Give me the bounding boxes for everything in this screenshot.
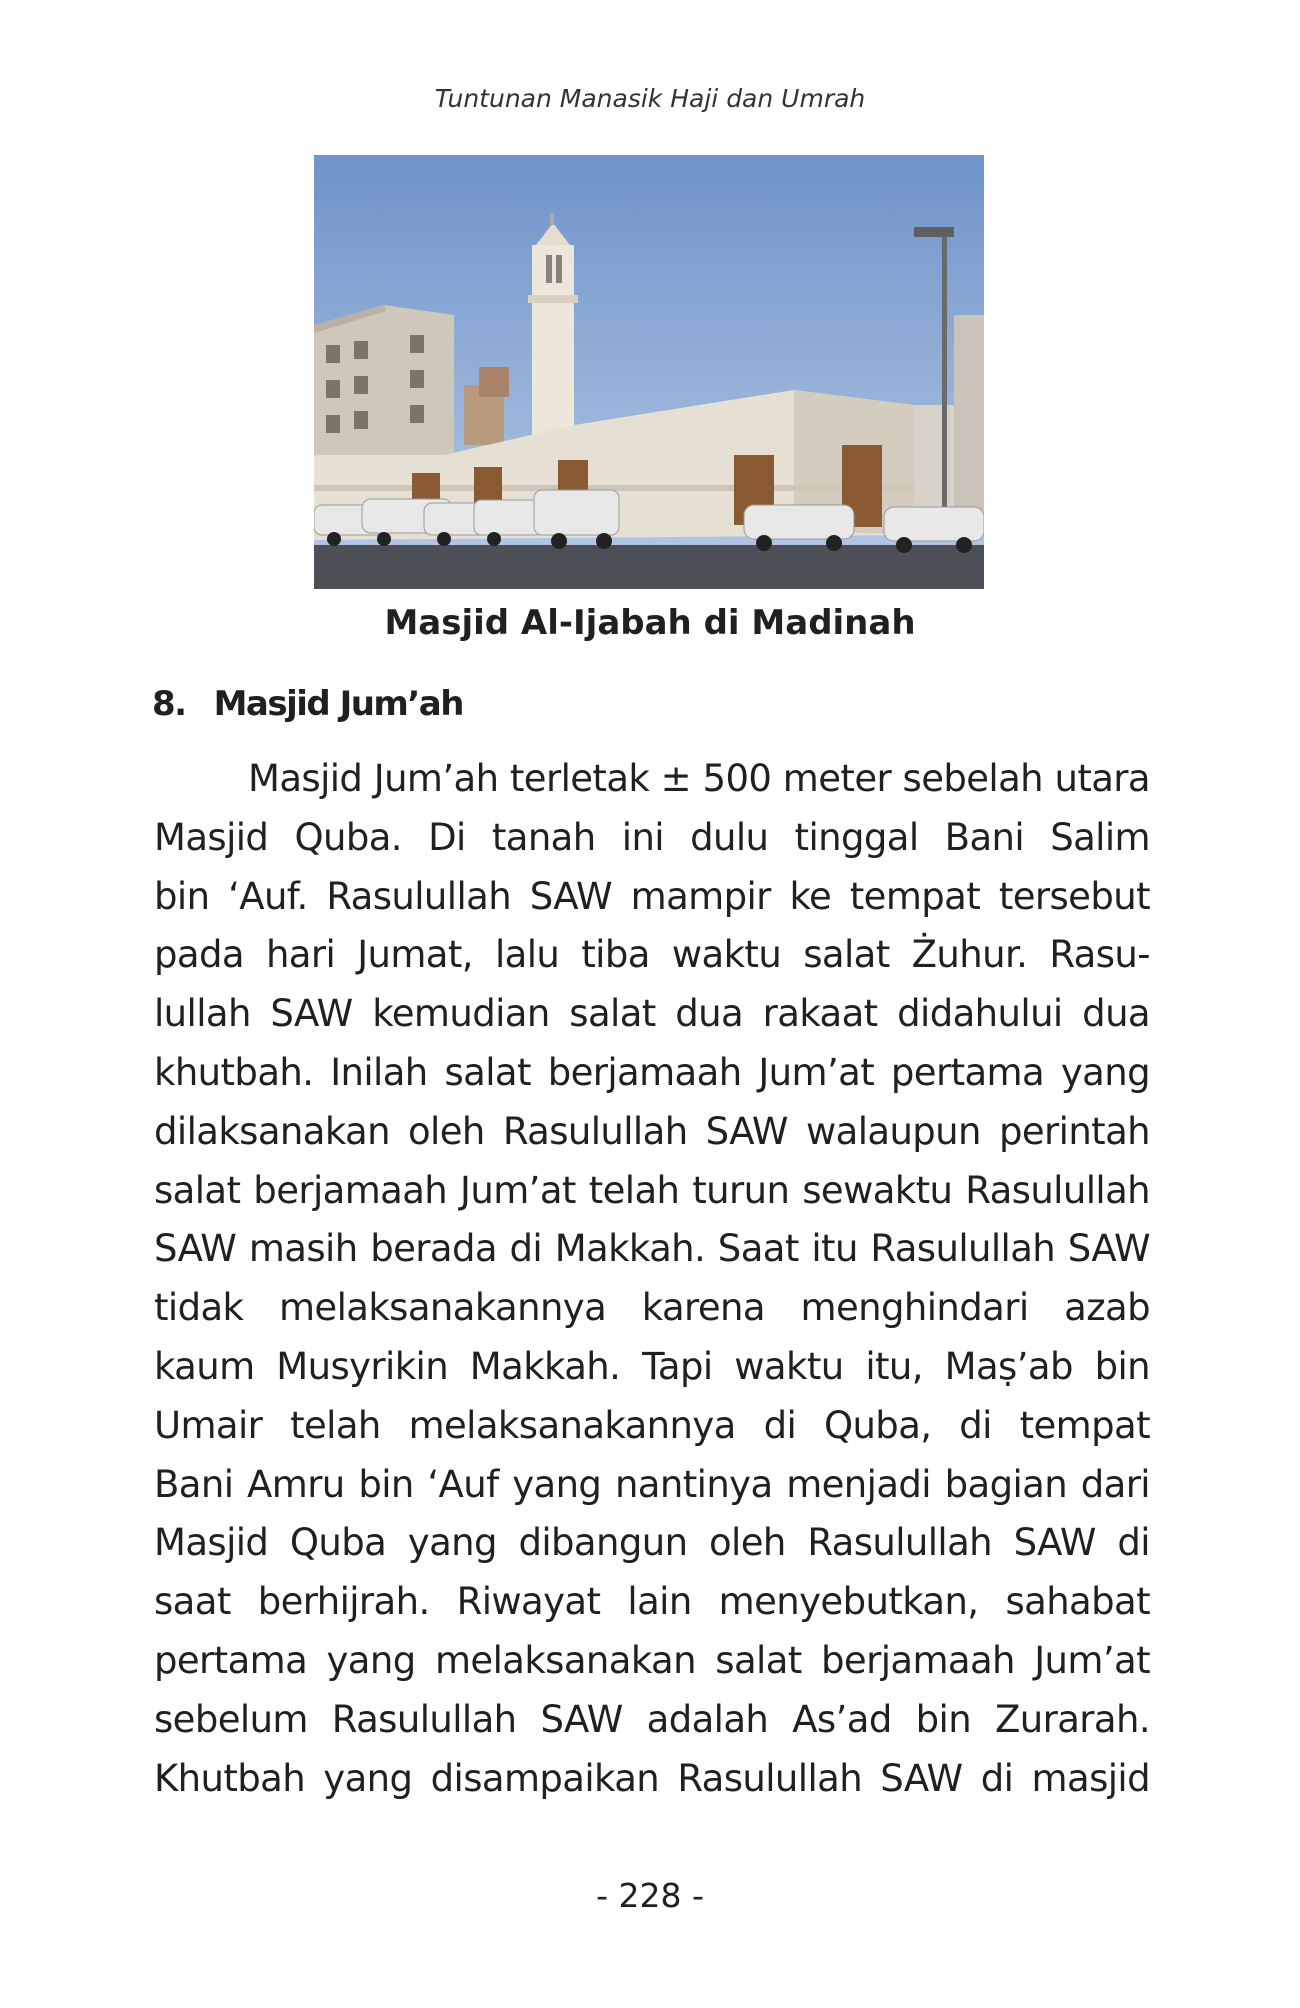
section-title: Masjid Jum’ah (213, 684, 463, 724)
text-line: sebelum Rasulullah SAW adalah As’ad bin Zurarah. (154, 1697, 1150, 1741)
text-line: Masjid Jum’ah terletak ± 500 meter sebelah utara (248, 757, 1150, 800)
text-line: khutbah. Inilah salat berjamaah Jum’at pertama yang (154, 1050, 1150, 1094)
text-line: salat berjamaah Jum’at telah turun sewaktu Rasulullah (154, 1168, 1150, 1212)
section-heading (152, 684, 463, 724)
text-line: lullah SAW kemudian salat dua rakaat didahului dua (154, 992, 1150, 1036)
text-line: Masjid Quba. Di tanah ini dulu tinggal Bani Salim (154, 815, 1150, 859)
section-number: 8. (152, 684, 186, 724)
text-line: dilaksanakan oleh Rasulullah SAW walaupun perintah (154, 1109, 1150, 1153)
photo-caption: Masjid Al-Ijabah di Madinah (384, 603, 916, 643)
text-line: bin ‘Auf. Rasulullah SAW mampir ke tempat tersebut (154, 874, 1150, 918)
text-line: tidak melaksanakannya karena menghindari azab (154, 1286, 1150, 1330)
running-head: Tuntunan Manasik Haji dan Umrah (434, 84, 866, 113)
text-line: Masjid Quba yang dibangun oleh Rasulullah SAW di (154, 1521, 1150, 1565)
body-paragraph (154, 750, 1150, 1808)
text-line: Umair telah melaksanakannya di Quba, di tempat (154, 1403, 1150, 1447)
text-line: Bani Amru bin ‘Auf yang nantinya menjadi bagian dari (154, 1462, 1150, 1506)
page-number: - 228 - (596, 1876, 704, 1915)
text-line: pada hari Jumat, lalu tiba waktu salat Żuhur. Rasu- (154, 933, 1150, 977)
text-line: saat berhijrah. Riwayat lain menyebutkan, sahabat (154, 1580, 1150, 1624)
text-line: kaum Musyrikin Makkah. Tapi waktu itu, Maṣ’ab bin (154, 1344, 1150, 1388)
text-line: pertama yang melaksanakan salat berjamaah Jum’at (154, 1638, 1150, 1682)
text-line: SAW masih berada di Makkah. Saat itu Rasulullah SAW (154, 1227, 1150, 1271)
mosque-photo (314, 155, 984, 589)
text-line: Khutbah yang disampaikan Rasulullah SAW di masjid (154, 1756, 1150, 1800)
